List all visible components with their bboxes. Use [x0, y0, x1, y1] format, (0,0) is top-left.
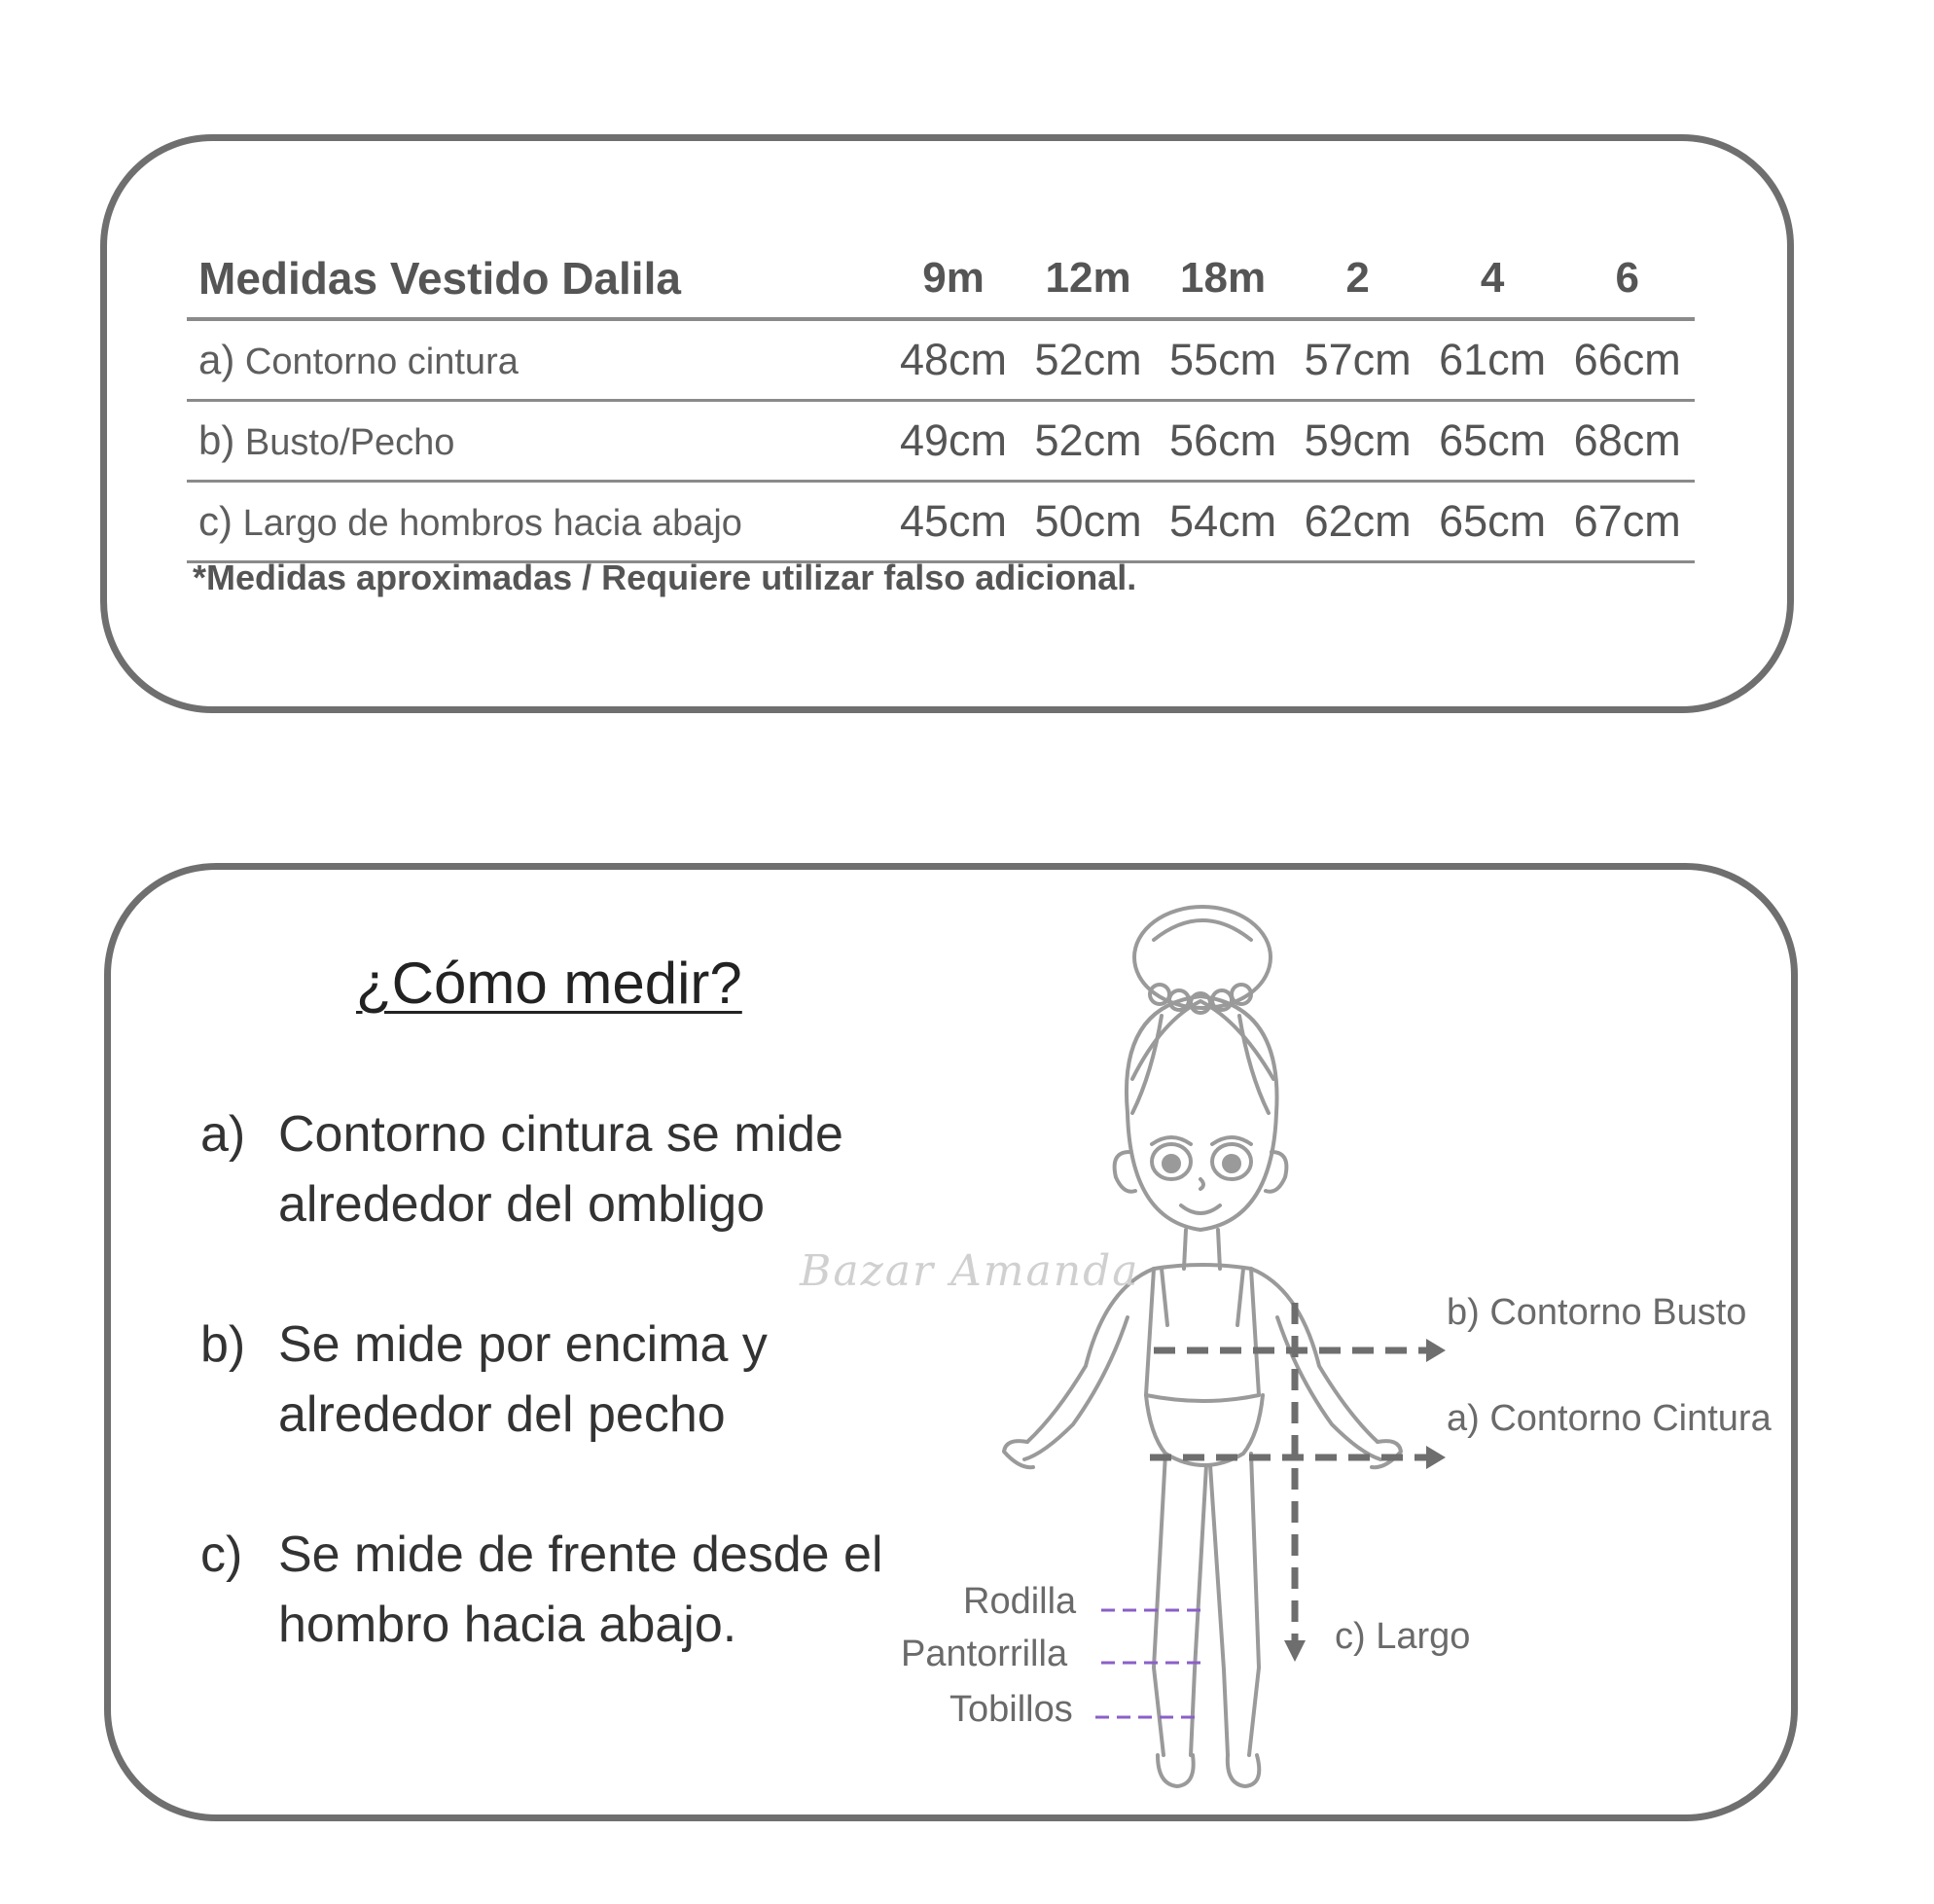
label-contorno-cintura: a) Contorno Cintura — [1447, 1398, 1772, 1439]
table-row — [187, 319, 1695, 401]
label-tobillos: Tobillos — [949, 1689, 1073, 1730]
girl-figure-illustration — [111, 870, 1798, 1821]
label-contorno-busto: b) Contorno Busto — [1447, 1292, 1747, 1333]
row-label-text: Busto/Pecho — [244, 422, 455, 463]
row-letter: b) — [198, 417, 235, 463]
table-cell: 52cm — [1021, 319, 1156, 401]
table-cell: 45cm — [886, 482, 1021, 562]
table-cell: 68cm — [1559, 401, 1695, 482]
how-to-title: ¿Cómo medir? — [356, 951, 742, 1016]
size-header: 9m — [886, 234, 1021, 319]
table-cell: 62cm — [1290, 482, 1425, 562]
table-cell: 54cm — [1156, 482, 1291, 562]
bust-measure-arrow — [1154, 1339, 1446, 1362]
table-cell: 48cm — [886, 319, 1021, 401]
size-header: 2 — [1290, 234, 1425, 319]
row-label — [187, 482, 886, 562]
table-cell: 57cm — [1290, 319, 1425, 401]
table-cell: 55cm — [1156, 319, 1291, 401]
table-header-row — [187, 234, 1695, 319]
table-cell: 66cm — [1559, 319, 1695, 401]
table-cell: 49cm — [886, 401, 1021, 482]
instruction-text: Se mide por encima y alrededor del pecho — [278, 1316, 768, 1443]
how-to-measure-card — [104, 863, 1798, 1821]
table-cell: 56cm — [1156, 401, 1291, 482]
table-title: Medidas Vestido Dalila — [187, 234, 886, 319]
instruction-mark: c) — [200, 1527, 243, 1583]
table-cell: 65cm — [1425, 482, 1560, 562]
label-pantorrilla: Pantorrilla — [901, 1634, 1068, 1674]
instruction-mark: b) — [200, 1316, 246, 1373]
size-header: 18m — [1156, 234, 1291, 319]
size-table-card — [100, 134, 1794, 713]
label-rodilla: Rodilla — [963, 1581, 1077, 1622]
table-note: *Medidas aproximadas / Requiere utilizar falso adicional. — [193, 557, 1137, 597]
row-letter: c) — [198, 498, 233, 544]
size-header: 4 — [1425, 234, 1560, 319]
table-cell: 61cm — [1425, 319, 1560, 401]
row-label — [187, 319, 886, 401]
table-row — [187, 482, 1695, 562]
row-label — [187, 401, 886, 482]
table-cell: 59cm — [1290, 401, 1425, 482]
table-cell: 52cm — [1021, 401, 1156, 482]
instruction-text: Se mide de frente desde el hombro hacia abajo. — [278, 1527, 883, 1653]
size-header: 6 — [1559, 234, 1695, 319]
instruction-text: Contorno cintura se mide alrededor del ombligo — [278, 1106, 843, 1233]
size-header: 12m — [1021, 234, 1156, 319]
watermark: Bazar Amanda — [800, 1246, 1140, 1296]
table-cell: 65cm — [1425, 401, 1560, 482]
row-label-text: Largo de hombros hacia abajo — [242, 503, 742, 544]
leg-guide-dashes — [1095, 1610, 1205, 1717]
table-row — [187, 401, 1695, 482]
row-label-text: Contorno cintura — [244, 341, 519, 382]
size-table — [187, 234, 1695, 563]
table-cell: 50cm — [1021, 482, 1156, 562]
length-measure-arrow — [1284, 1303, 1306, 1662]
row-letter: a) — [198, 337, 235, 382]
table-cell: 67cm — [1559, 482, 1695, 562]
label-largo: c) Largo — [1335, 1616, 1471, 1657]
instruction-mark: a) — [200, 1106, 246, 1163]
